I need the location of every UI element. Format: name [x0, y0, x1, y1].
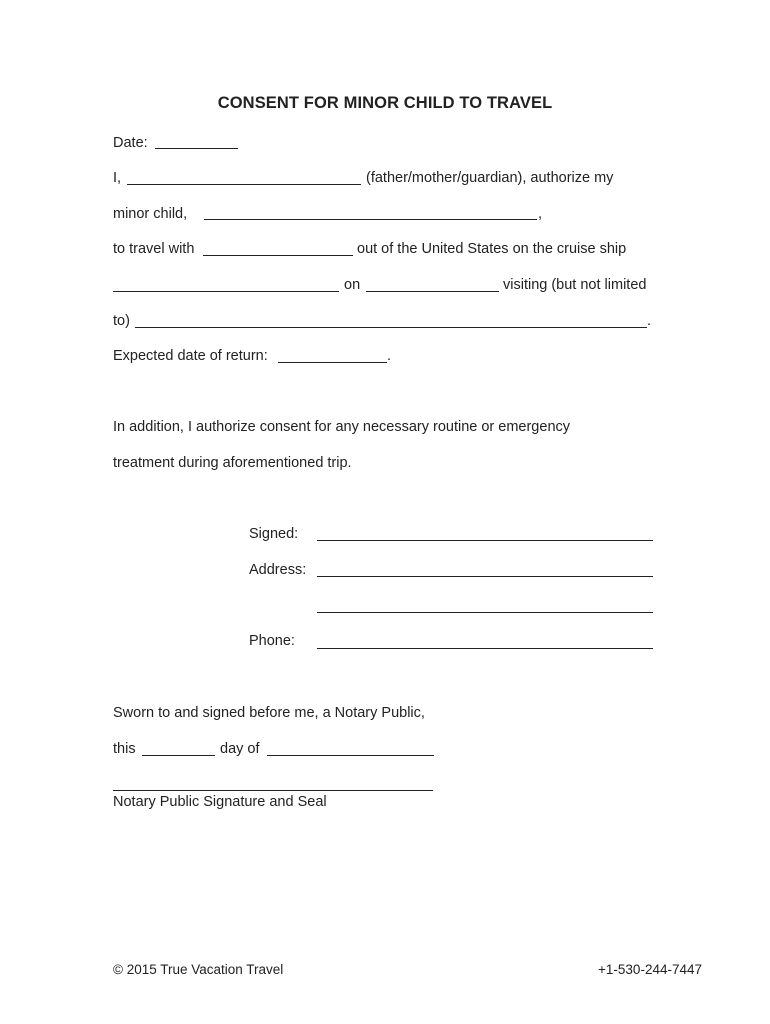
notary-this-label: this — [113, 741, 136, 757]
address-field-line-1[interactable] — [317, 576, 653, 577]
notary-signature-field[interactable] — [113, 790, 433, 791]
notary-day-of-label: day of — [220, 741, 260, 757]
guardian-name-field[interactable] — [127, 184, 361, 185]
visiting-text: visiting (but not limited — [503, 277, 647, 293]
footer-copyright: © 2015 True Vacation Travel — [113, 962, 284, 977]
signed-label: Signed: — [249, 526, 299, 542]
minor-child-name-field[interactable] — [204, 219, 537, 220]
guardian-prefix: I, — [113, 170, 122, 186]
date-label: Date: — [113, 135, 148, 151]
notary-day-field[interactable] — [142, 755, 215, 756]
guardian-suffix: (father/mother/guardian), authorize my — [366, 170, 614, 186]
travel-companion-field[interactable] — [203, 255, 353, 256]
signature-field[interactable] — [317, 540, 653, 541]
address-label: Address: — [249, 562, 307, 578]
on-label: on — [344, 277, 361, 293]
return-date-label: Expected date of return: — [113, 348, 268, 364]
notary-sworn-text: Sworn to and signed before me, a Notary Public, — [113, 705, 425, 721]
notary-month-field[interactable] — [267, 755, 434, 756]
minor-child-label: minor child, — [113, 206, 188, 222]
cruise-ship-text: out of the United States on the cruise ship — [357, 241, 627, 257]
destinations-prefix: to) — [113, 313, 130, 329]
address-field-line-2[interactable] — [317, 612, 653, 613]
footer-phone: +1-530-244-7447 — [598, 962, 702, 977]
consent-paragraph-line-2: treatment during aforementioned trip. — [113, 455, 352, 471]
phone-label: Phone: — [249, 633, 295, 649]
date-field[interactable] — [155, 148, 238, 149]
notary-signature-caption: Notary Public Signature and Seal — [113, 794, 327, 810]
return-date-suffix: . — [387, 348, 392, 364]
cruise-ship-name-field[interactable] — [113, 291, 339, 292]
departure-date-field[interactable] — [366, 291, 499, 292]
travel-with-label: to travel with — [113, 241, 195, 257]
document-title: CONSENT FOR MINOR CHILD TO TRAVEL — [217, 94, 553, 112]
return-date-field[interactable] — [278, 362, 387, 363]
consent-paragraph-line-1: In addition, I authorize consent for any necessary routine or emergency — [113, 419, 571, 435]
phone-field[interactable] — [317, 648, 653, 649]
destinations-field[interactable] — [135, 327, 647, 328]
destinations-suffix: . — [647, 313, 652, 329]
minor-child-suffix: , — [538, 206, 543, 222]
